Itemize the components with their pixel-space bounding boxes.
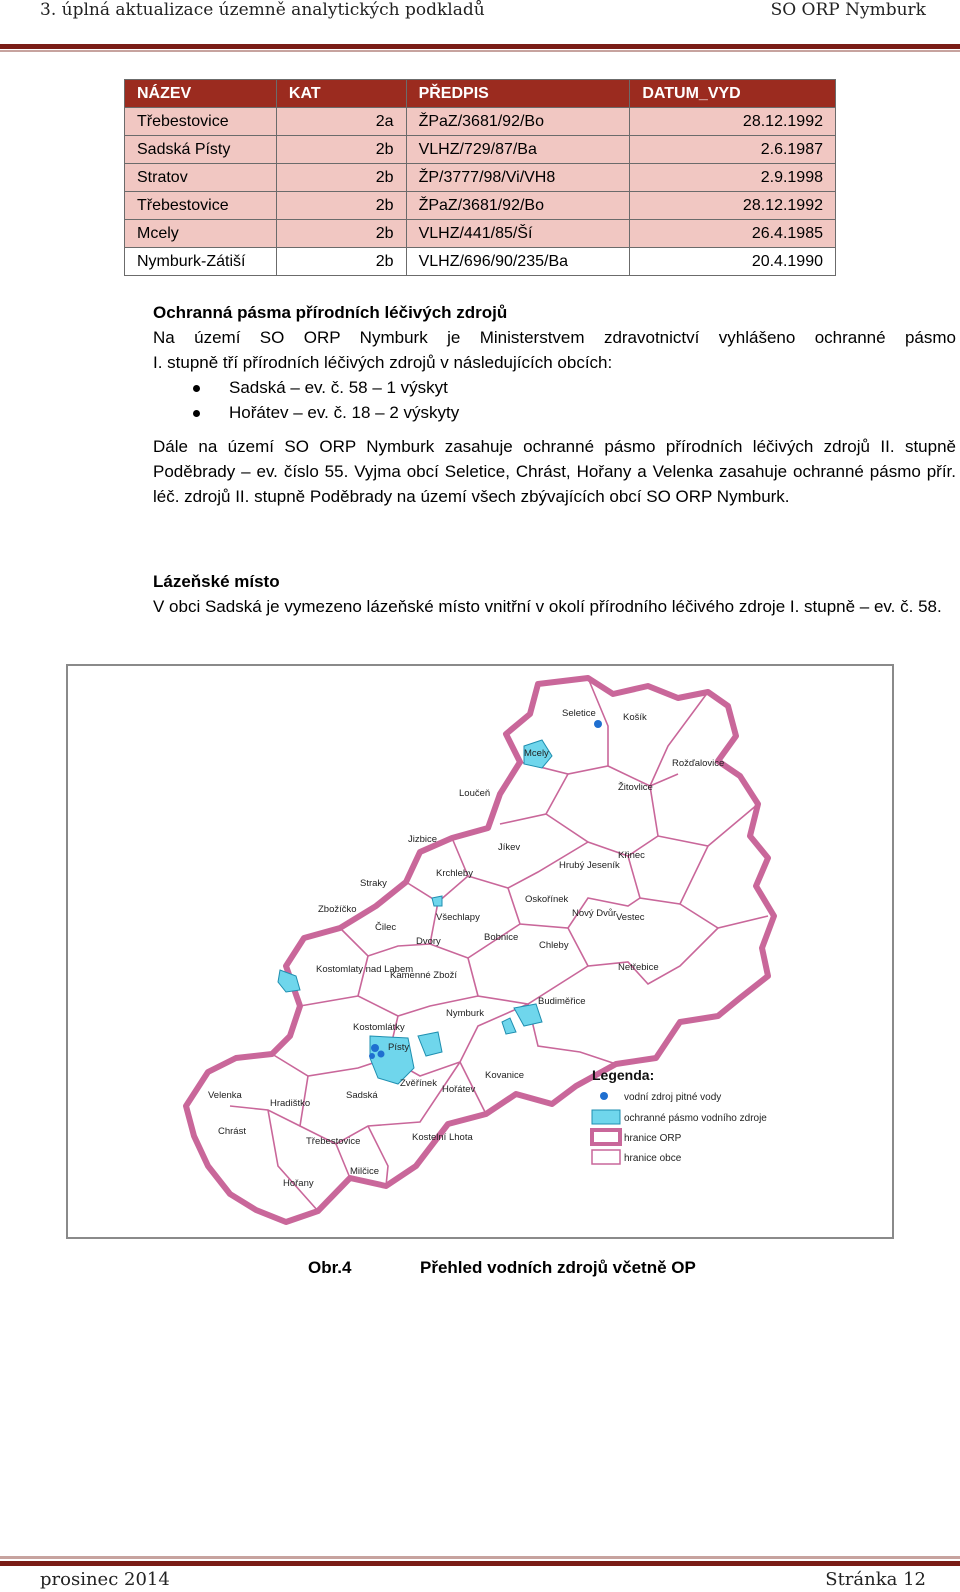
figure-caption: Přehled vodních zdrojů včetně OP — [420, 1258, 696, 1277]
footer-date: prosinec 2014 — [40, 1569, 170, 1590]
cell-regulation: VLHZ/441/85/Ší — [406, 220, 630, 248]
map-label: Kostelní Lhota — [412, 1132, 473, 1143]
map-label: Kovanice — [485, 1070, 525, 1081]
legend-item: hranice ORP — [624, 1133, 682, 1144]
cell-name: Třebestovice — [125, 108, 277, 136]
legend-item: vodní zdroj pitné vody — [624, 1092, 722, 1103]
page-header — [40, 0, 926, 24]
map-label: Kostomlaty nad Labem — [316, 964, 414, 975]
column-header-category: KAT — [276, 80, 406, 108]
map-label: Straky — [360, 878, 387, 889]
paragraph-line: I. stupně tří přírodních léčivých zdrojů v následujících obcích: — [153, 353, 613, 372]
legend-swatch-source — [600, 1092, 608, 1100]
table-header-row — [125, 80, 836, 108]
legend-title: Legenda: — [592, 1067, 655, 1083]
map-label: Zvěřínek — [400, 1078, 437, 1089]
cell-name: Třebestovice — [125, 192, 277, 220]
source-pisty-3 — [369, 1053, 375, 1059]
map-label: Nový Dvůr — [572, 908, 617, 919]
cell-date: 26.4.1985 — [630, 220, 836, 248]
source-pisty-1 — [371, 1044, 379, 1052]
map-figure — [66, 664, 894, 1239]
column-header-date: DATUM_VYD — [630, 80, 836, 108]
list-item: Hořátev – ev. č. 18 – 2 výskyty — [193, 400, 956, 425]
footer-rule-thin — [0, 1556, 960, 1559]
source-pisty-2 — [378, 1051, 385, 1058]
source-seletice — [594, 720, 602, 728]
cell-date: 28.12.1992 — [630, 192, 836, 220]
table-row — [125, 136, 836, 164]
map-label: Písty — [388, 1042, 410, 1053]
map-label: Kamenné Zboží — [390, 970, 458, 981]
legend-swatch-zone — [592, 1110, 620, 1124]
map-label: Hořátev — [442, 1084, 476, 1095]
map-label: Loučeň — [459, 788, 491, 799]
header-document-title: 3. úplná aktualizace územně analytických podkladů — [40, 0, 485, 20]
map-label: Kostomlátky — [353, 1022, 405, 1033]
cell-date: 2.9.1998 — [630, 164, 836, 192]
legend-swatch-municipality — [592, 1150, 620, 1164]
header-rule-thin — [0, 50, 960, 52]
cell-category: 2a — [276, 108, 406, 136]
map-label: Košík — [623, 712, 647, 723]
section-spa-place — [153, 569, 956, 619]
map-label: Milčice — [350, 1166, 380, 1177]
map-label: Oskořínek — [525, 894, 569, 905]
header-region: SO ORP Nymburk — [770, 0, 926, 20]
cell-name: Stratov — [125, 164, 277, 192]
map-label: Dvory — [416, 936, 441, 947]
map-label: Bobnice — [484, 932, 519, 943]
map-label: Křinec — [618, 850, 645, 861]
cell-regulation: ŽPaZ/3681/92/Bo — [406, 108, 630, 136]
zone-cilec — [432, 896, 442, 906]
table-row — [125, 248, 836, 276]
map-label: Krchleby — [436, 868, 473, 879]
map-label: Jíkev — [498, 842, 521, 853]
cell-category: 2b — [276, 220, 406, 248]
section-heading: Lázeňské místo — [153, 572, 280, 591]
paragraph: V obci Sadská je vymezeno lázeňské místo vnitřní v okolí přírodního léčivého zdroje I. stupně – ev. č. 58. — [153, 597, 942, 616]
cell-category: 2b — [276, 136, 406, 164]
cell-name: Nymburk-Zátiší — [125, 248, 277, 276]
legend-swatch-orp — [592, 1130, 620, 1144]
map-label: Hradištko — [270, 1098, 311, 1109]
map-label: Vestec — [616, 912, 645, 923]
page-number: Stránka 12 — [825, 1569, 926, 1590]
column-header-name: NÁZEV — [125, 80, 277, 108]
map-legend — [592, 1067, 767, 1164]
section-protection-zones — [153, 300, 956, 509]
map-label: Hořany — [283, 1178, 314, 1189]
map-label: Chleby — [539, 940, 569, 951]
cell-regulation: ŽPaZ/3681/92/Bo — [406, 192, 630, 220]
map-label: Mcely — [524, 748, 549, 759]
map-label: Chrást — [218, 1126, 246, 1137]
legend-item: hranice obce — [624, 1153, 682, 1164]
map-label: Budiměřice — [538, 996, 586, 1007]
map-label: Nymburk — [446, 1008, 485, 1019]
bullet-list — [193, 375, 956, 425]
page-footer — [40, 1566, 926, 1592]
map-label: Netřebice — [618, 962, 659, 973]
column-header-regulation: PŘEDPIS — [406, 80, 630, 108]
table-row — [125, 192, 836, 220]
water-sources-table — [124, 79, 836, 276]
cell-date: 28.12.1992 — [630, 108, 836, 136]
table-row — [125, 108, 836, 136]
cell-category: 2b — [276, 248, 406, 276]
cell-category: 2b — [276, 192, 406, 220]
map-label: Velenka — [208, 1090, 242, 1101]
map-label: Hrubý Jeseník — [559, 860, 620, 871]
paragraph: Dále na území SO ORP Nymburk zasahuje ochranné pásmo přírodních léčivých zdrojů II. stupně Poděbrady – ev. číslo 55. Vyjma obcí Seletice, Chrást, Hořany a Velenka zasahuje ochranné pásmo přír. léč. zdrojů II. stupně Poděbrady na území všech zbývajících obcí SO ORP Nymburk. — [153, 437, 956, 506]
cell-name: Mcely — [125, 220, 277, 248]
paragraph-line: Na území SO ORP Nymburk je Ministerstvem zdravotnictví vyhlášeno ochranné pásmo — [153, 328, 956, 347]
map-label: Všechlapy — [436, 912, 480, 923]
cell-name: Sadská Písty — [125, 136, 277, 164]
map-label: Žitovlice — [618, 782, 653, 793]
cell-regulation: ŽP/3777/98/Vi/VH8 — [406, 164, 630, 192]
cell-date: 20.4.1990 — [630, 248, 836, 276]
cell-regulation: VLHZ/729/87/Ba — [406, 136, 630, 164]
figure-number: Obr.4 — [308, 1258, 352, 1277]
list-item: Sadská – ev. č. 58 – 1 výskyt — [193, 375, 956, 400]
map-label: Čilec — [375, 922, 397, 933]
legend-item: ochranné pásmo vodního zdroje — [624, 1113, 767, 1124]
cell-date: 2.6.1987 — [630, 136, 836, 164]
map-label: Rožďalovice — [672, 758, 725, 769]
cell-regulation: VLHZ/696/90/235/Ba — [406, 248, 630, 276]
map-svg — [68, 666, 894, 1239]
map-label: Seletice — [562, 708, 596, 719]
header-rule — [0, 44, 960, 49]
table-row — [125, 164, 836, 192]
section-heading: Ochranná pásma přírodních léčivých zdrojů — [153, 303, 508, 322]
map-label: Zbožíčko — [318, 904, 357, 915]
cell-category: 2b — [276, 164, 406, 192]
table-row — [125, 220, 836, 248]
map-label: Sadská — [346, 1090, 378, 1101]
map-label: Jizbice — [408, 834, 438, 845]
map-label: Třebestovice — [306, 1136, 361, 1147]
